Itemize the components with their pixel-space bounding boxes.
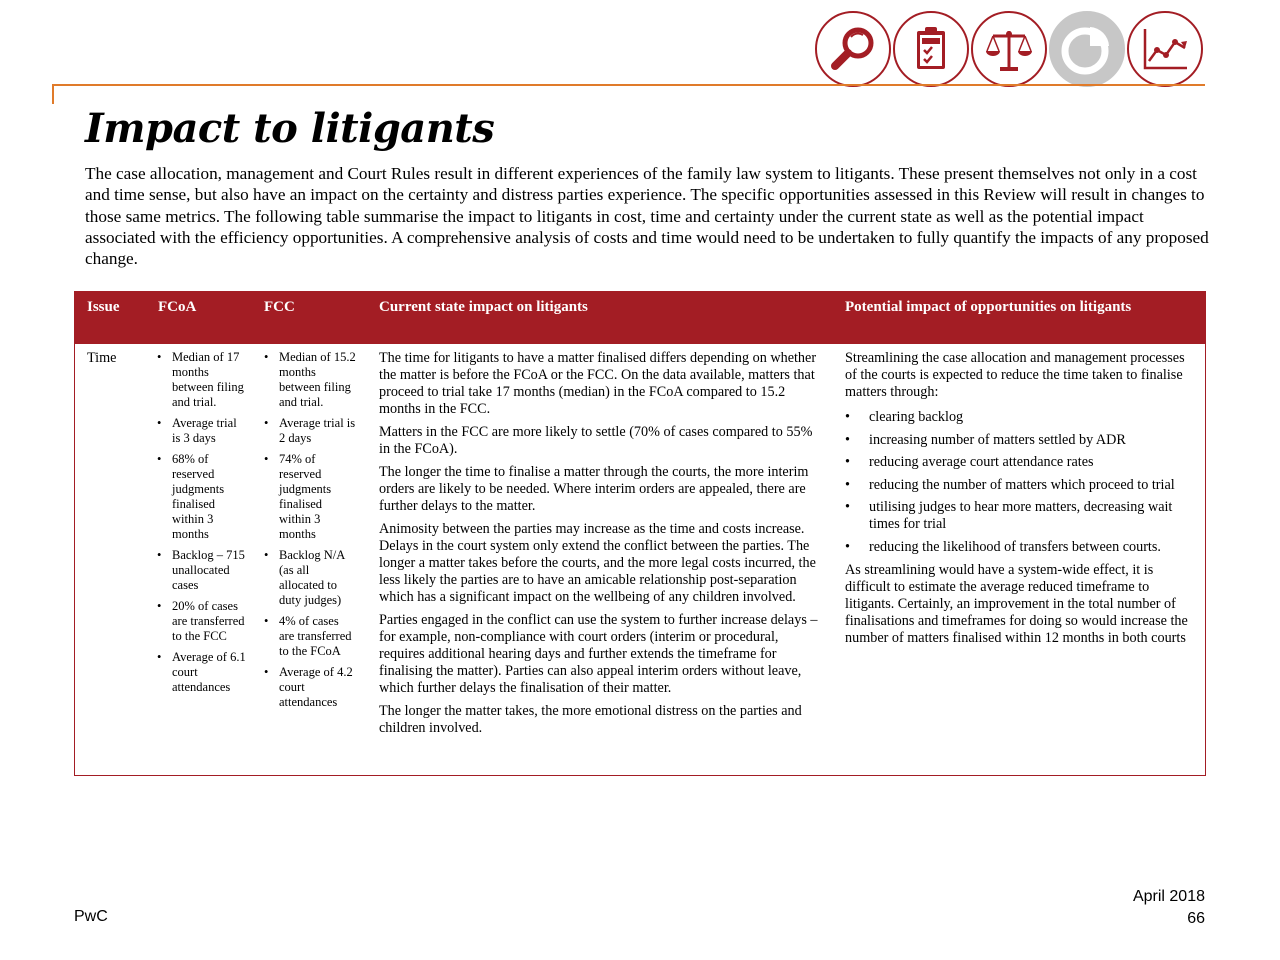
cell-potential-impact xyxy=(845,350,1195,653)
magnifier-icon[interactable] xyxy=(815,11,891,87)
header-rule xyxy=(52,84,1205,86)
impact-table xyxy=(74,291,1206,776)
current-paragraph: Matters in the FCC are more likely to settle (70% of cases compared to 55% in the FCoA). xyxy=(379,424,813,457)
header-fcoa: FCoA xyxy=(158,299,197,315)
fcoa-item: • 68% of reserved judgments finalised within 3 months xyxy=(156,452,246,542)
potential-item: • clearing backlog xyxy=(845,409,1195,426)
header-issue: Issue xyxy=(87,299,120,315)
cell-current-state xyxy=(379,350,823,743)
fcoa-item: • Backlog – 715 unallocated cases xyxy=(156,548,246,593)
header-fcc: FCC xyxy=(264,299,295,315)
potential-item: • increasing number of matters settled by ADR xyxy=(845,432,1195,449)
footer-company: PwC xyxy=(74,908,108,925)
potential-list xyxy=(845,409,1195,556)
potential-intro: Streamlining the case allocation and management processes of the courts is expected to reduce the time taken to finalise matters through: xyxy=(845,350,1185,400)
fcc-item: • Median of 15.2 months between filing and trial. xyxy=(263,350,356,410)
table-header xyxy=(75,292,1205,344)
page-title: Impact to litigants xyxy=(85,105,495,152)
line-chart-icon[interactable] xyxy=(1127,11,1203,87)
page-number: 66 xyxy=(1187,910,1205,927)
cell-issue: Time xyxy=(87,350,117,366)
fcc-item: • 4% of cases are transferred to the FCoA xyxy=(263,614,356,659)
current-paragraph: The longer the time to finalise a matter through the courts, the more interim orders are likely to be needed. Where interim orders are appealed, there are further delays to the matter. xyxy=(379,464,809,514)
potential-item: • utilising judges to hear more matters, decreasing wait times for trial xyxy=(845,499,1195,533)
pie-chart-icon[interactable] xyxy=(1049,11,1125,87)
current-paragraph: Animosity between the parties may increase as the time and costs increase. Delays in the court system only extend the conflict between the parties. The longer a matter takes before the courts, and the more legal costs incurred, the less likely the parties are to have an amicable relationship post-separation which has a significant impact on the wellbeing of any children involved. xyxy=(379,521,816,605)
fcc-item: • 74% of reserved judgments finalised within 3 months xyxy=(263,452,356,542)
fcoa-item: • 20% of cases are transferred to the FCC xyxy=(156,599,246,644)
fcoa-item: • Median of 17 months between filing and trial. xyxy=(156,350,246,410)
potential-item: • reducing the likelihood of transfers between courts. xyxy=(845,539,1195,556)
cell-fcc xyxy=(263,350,356,716)
fcc-item: • Average trial is 2 days xyxy=(263,416,356,446)
current-paragraph: The longer the matter takes, the more emotional distress on the parties and children involved. xyxy=(379,703,802,736)
cell-fcoa xyxy=(156,350,246,701)
fcc-list xyxy=(263,350,356,710)
clipboard-checklist-icon[interactable] xyxy=(893,11,969,87)
fcoa-list xyxy=(156,350,246,695)
footer-date: April 2018 xyxy=(1132,888,1205,905)
current-paragraph: Parties engaged in the conflict can use the system to further increase delays – for example, non-compliance with court orders (interim or procedural, requires additional hearing days and further extends the timeframe for finalising the matter). Parties can also appeal interim orders without leave, which further delays the finalisation of their matter. xyxy=(379,612,818,696)
fcoa-item: • Average of 6.1 court attendances xyxy=(156,650,246,695)
intro-paragraph: The case allocation, management and Court Rules result in different experiences of the family law system to litigants. These present themselves not only in a cost and time sense, but also have an impact on the certainty and distress parties experience. The specific opportunities assessed in this Review will result in changes to those same metrics. The following table summarise the impact to litigants in cost, time and certainty under the current state as well as the potential impact associated with the efficiency opportunities. A comprehensive analysis of costs and time would need to be undertaken to fully quantify the impacts of any proposed change. xyxy=(85,164,1209,269)
potential-item: • reducing average court attendance rates xyxy=(845,454,1195,471)
header-current-state: Current state impact on litigants xyxy=(379,299,588,315)
fcc-item: • Backlog N/A (as all allocated to duty judges) xyxy=(263,548,356,608)
section-nav-icons xyxy=(815,11,1205,87)
footer-meta xyxy=(1133,886,1205,930)
fcoa-item: • Average trial is 3 days xyxy=(156,416,246,446)
header-potential-impact: Potential impact of opportunities on litigants xyxy=(845,299,1132,315)
fcc-item: • Average of 4.2 court attendances xyxy=(263,665,356,710)
potential-outro: As streamlining would have a system-wide effect, it is difficult to estimate the average reduced timeframe to litigants. Certainly, an improvement in the total number of finalisations and timeframes for doing so would increase the number of matters finalised within 12 months in both courts xyxy=(845,561,1188,646)
scales-icon[interactable] xyxy=(971,11,1047,87)
current-paragraph: The time for litigants to have a matter finalised differs depending on whether the matter is before the FCoA or the FCC. On the data available, matters that proceed to trial take 17 months (median) in the FCoA compared to 15.2 months in the FCC. xyxy=(379,350,817,417)
potential-item: • reducing the number of matters which proceed to trial xyxy=(845,477,1195,494)
header-rule-tick xyxy=(52,84,54,104)
